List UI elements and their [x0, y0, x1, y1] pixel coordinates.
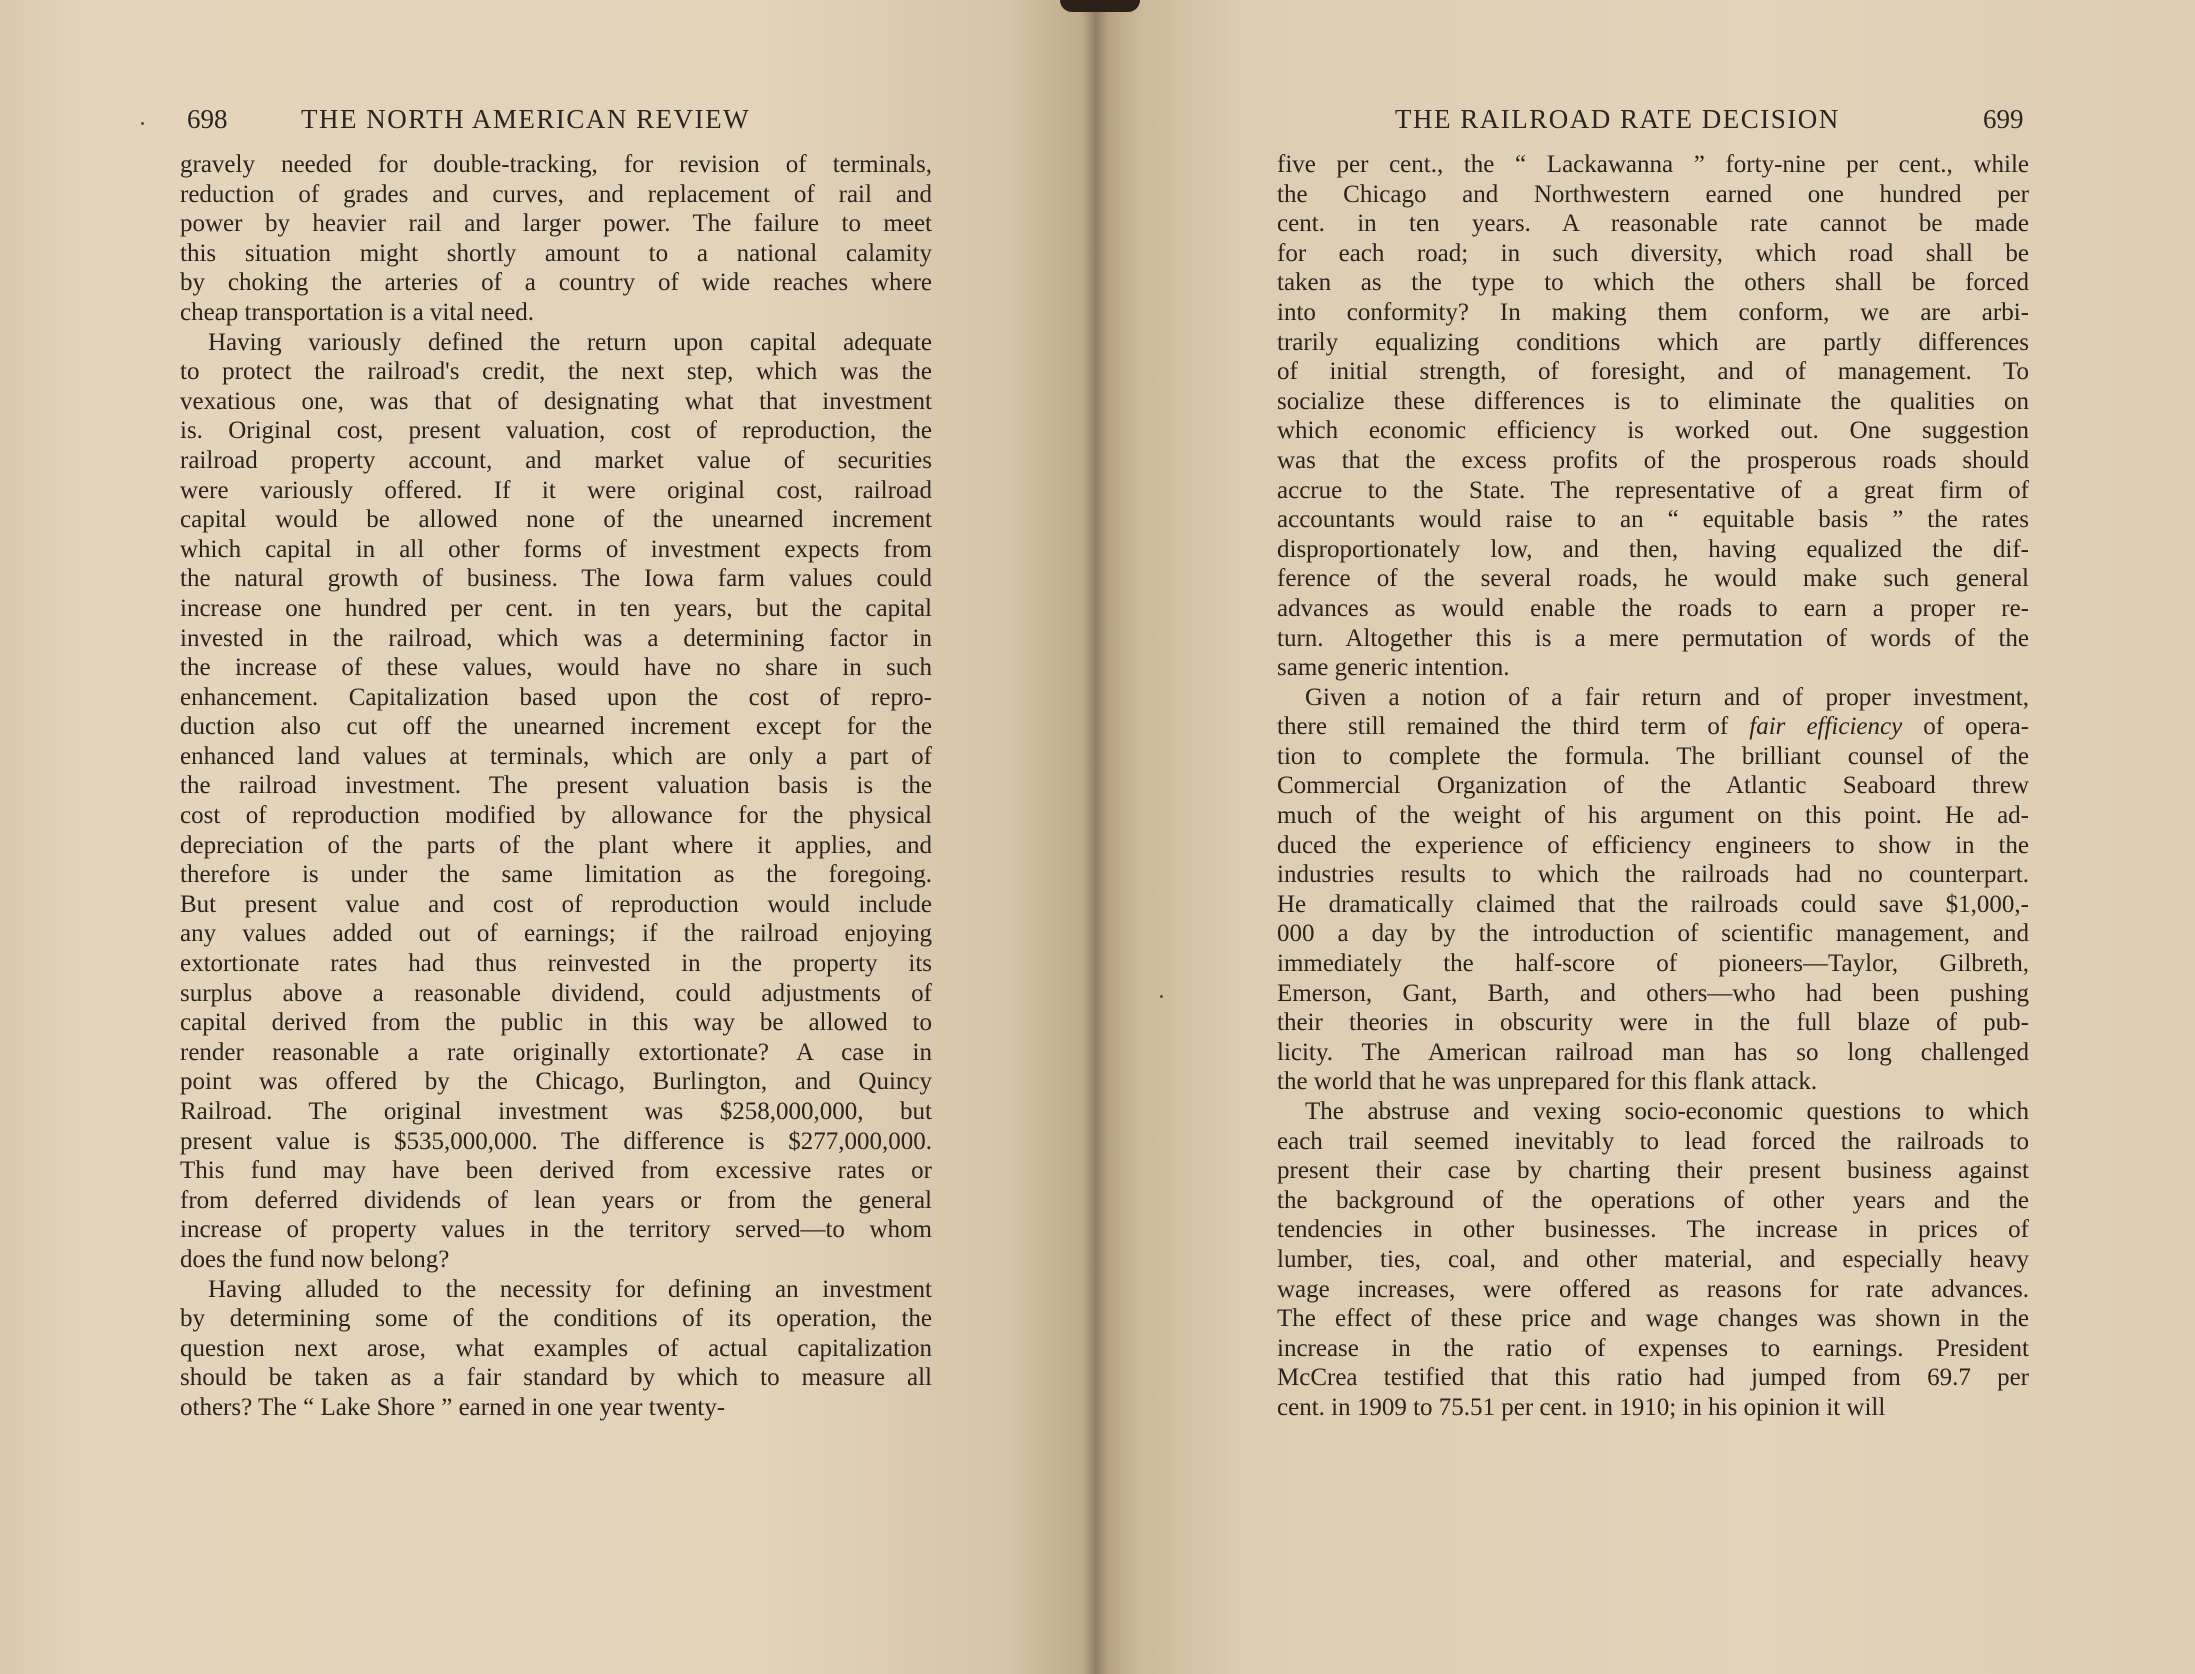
text-line: increase one hundred per cent. in ten years, but the capital	[180, 594, 932, 622]
text-line: does the fund now belong?	[180, 1245, 450, 1273]
text-line: others? The “ Lake Shore ” earned in one year twenty-	[180, 1393, 726, 1421]
text-line: the Chicago and Northwestern earned one hundred per	[1277, 180, 2029, 208]
text-line: But present value and cost of reproduction would include	[180, 890, 932, 918]
text-line: immediately the half-score of pioneers—Taylor, Gilbreth,	[1277, 950, 2029, 978]
book-gutter	[1082, 0, 1108, 1674]
text-line: the background of the operations of other years and the	[1277, 1186, 2029, 1214]
text-line: cost of reproduction modified by allowance for the physical	[180, 802, 932, 830]
text-line: power by heavier rail and larger power. The failure to meet	[180, 210, 932, 238]
text-line: Commercial Organization of the Atlantic Seaboard threw	[1277, 772, 2029, 800]
text-line: increase in the ratio of expenses to earnings. President	[1277, 1334, 2029, 1362]
text-line: cent. in 1909 to 75.51 per cent. in 1910; in his opinion it will	[1277, 1393, 1886, 1421]
text-line: tendencies in other businesses. The increase in prices of	[1277, 1216, 2029, 1244]
text-line: accountants would raise to an “ equitable basis ” the rates	[1277, 506, 2029, 534]
text-line: which economic efficiency is worked out. One suggestion	[1277, 417, 2029, 445]
text-line: duction also cut off the unearned increment except for the	[180, 713, 932, 741]
text-line: present their case by charting their present business against	[1277, 1157, 2029, 1185]
right-page-number: 699	[1983, 104, 2024, 134]
text-line: He dramatically claimed that the railroads could save $1,000,-	[1277, 890, 2029, 918]
text-line: any values added out of earnings; if the railroad enjoying	[180, 920, 932, 948]
text-line: which capital in all other forms of investment expects from	[180, 535, 932, 563]
text-line: the railroad investment. The present valuation basis is the	[180, 772, 932, 800]
text-line: The effect of these price and wage changes was shown in the	[1277, 1305, 2029, 1333]
text-line: Railroad. The original investment was $258,000,000, but	[180, 1098, 932, 1125]
text-line: Emerson, Gant, Barth, and others—who had been pushing	[1277, 979, 2029, 1007]
text-line: same generic intention.	[1277, 654, 1510, 682]
text-line: therefore is under the same limitation as the foregoing.	[180, 861, 932, 889]
text-line: reduction of grades and curves, and replacement of rail and	[180, 180, 932, 208]
text-line: the increase of these values, would have no share in such	[180, 654, 932, 682]
text-line: disproportionately low, and then, having equalized the dif-	[1277, 535, 2029, 563]
text-line: the natural growth of business. The Iowa farm values could	[180, 565, 932, 593]
text-line: industries results to which the railroads had no counterpart.	[1277, 861, 2029, 889]
text-line: The abstruse and vexing socio-economic questions to which	[1305, 1098, 2029, 1125]
text-line: Given a notion of a fair return and of proper investment,	[1305, 683, 2029, 711]
text-line: accrue to the State. The representative of a great firm of	[1277, 476, 2029, 504]
text-line: increase of property values in the territory served—to whom	[180, 1216, 932, 1244]
text-line: for each road; in such diversity, which road shall be	[1277, 239, 2029, 267]
text-line: trarily equalizing conditions which are partly differences	[1277, 328, 2029, 356]
text-line: Having alluded to the necessity for defining an investment	[208, 1275, 932, 1303]
text-line: advances as would enable the roads to earn a proper re-	[1277, 594, 2029, 622]
text-line: depreciation of the parts of the plant where it applies, and	[180, 831, 932, 859]
text-line: the world that he was unprepared for this flank attack.	[1277, 1068, 1818, 1096]
text-line: should be taken as a fair standard by which to measure all	[180, 1364, 932, 1392]
right-running-head: THE RAILROAD RATE DECISION	[1395, 104, 1840, 134]
text-line: their theories in obscurity were in the full blaze of pub-	[1277, 1009, 2029, 1037]
text-line: McCrea testified that this ratio had jumped from 69.7 per	[1277, 1364, 2029, 1392]
text-line: capital would be allowed none of the unearned increment	[180, 506, 932, 534]
text-line: by choking the arteries of a country of wide reaches where	[180, 269, 932, 297]
right-page-body	[1277, 150, 2029, 1423]
text-line: this situation might shortly amount to a national calamity	[180, 239, 932, 267]
left-running-head: THE NORTH AMERICAN REVIEW	[301, 104, 751, 134]
text-line: enhanced land values at terminals, which are only a part of	[180, 742, 932, 770]
text-line: was that the excess profits of the prosperous roads should	[1277, 446, 2029, 474]
text-line: invested in the railroad, which was a determining factor in	[180, 624, 932, 652]
left-page-number: 698	[187, 104, 228, 134]
text-line: question next arose, what examples of actual capitalization	[180, 1334, 932, 1362]
text-line: by determining some of the conditions of its operation, the	[180, 1305, 932, 1333]
text-line: from deferred dividends of lean years or from the general	[180, 1186, 932, 1214]
text-line: railroad property account, and market value of securities	[180, 446, 932, 474]
paper-speck	[1160, 995, 1163, 998]
text-line: extortionate rates had thus reinvested in the property its	[180, 950, 932, 978]
text-line: each trail seemed inevitably to lead forced the railroads to	[1277, 1127, 2029, 1155]
text-line: lumber, ties, coal, and other material, and especially heavy	[1277, 1245, 2029, 1273]
text-line: present value is $535,000,000. The difference is $277,000,000.	[180, 1127, 932, 1155]
text-line: tion to complete the formula. The brilliant counsel of the	[1277, 742, 2029, 770]
left-page-body	[180, 150, 932, 1423]
paper-speck	[141, 122, 144, 125]
text-line: ference of the several roads, he would make such general	[1277, 565, 2029, 593]
text-line: This fund may have been derived from excessive rates or	[180, 1157, 932, 1185]
text-line: turn. Altogether this is a mere permutation of words of the	[1277, 624, 2029, 652]
text-line: surplus above a reasonable dividend, could adjustments of	[180, 979, 932, 1007]
spine-shadow	[1060, 0, 1140, 12]
text-line: there still remained the third term of fair efficiency of opera-	[1277, 713, 2029, 741]
text-line: into conformity? In making them conform, we are arbi-	[1277, 298, 2029, 326]
text-line: capital derived from the public in this way be allowed to	[180, 1009, 932, 1037]
text-line: Having variously defined the return upon capital adequate	[208, 328, 932, 356]
text-line: taken as the type to which the others shall be forced	[1277, 269, 2029, 297]
text-line: to protect the railroad's credit, the next step, which was the	[180, 358, 932, 386]
text-line: point was offered by the Chicago, Burlington, and Quincy	[180, 1068, 932, 1096]
text-line: socialize these differences is to eliminate the qualities on	[1277, 387, 2029, 415]
text-line: 000 a day by the introduction of scientific management, and	[1277, 920, 2029, 948]
text-line: duced the experience of efficiency engineers to show in the	[1277, 831, 2029, 859]
text-line: five per cent., the “ Lackawanna ” forty-nine per cent., while	[1277, 151, 2029, 178]
text-line: wage increases, were offered as reasons for rate advances.	[1277, 1275, 2029, 1303]
text-line: of initial strength, of foresight, and of management. To	[1277, 358, 2029, 386]
text-line: is. Original cost, present valuation, cost of reproduction, the	[180, 417, 932, 445]
text-line: gravely needed for double-tracking, for revision of terminals,	[180, 151, 932, 178]
text-line: were variously offered. If it were original cost, railroad	[180, 476, 932, 504]
text-line: render reasonable a rate originally extortionate? A case in	[180, 1038, 932, 1066]
text-line: enhancement. Capitalization based upon the cost of repro-	[180, 683, 932, 711]
text-line: vexatious one, was that of designating what that investment	[180, 387, 932, 415]
text-line: cheap transportation is a vital need.	[180, 298, 535, 326]
text-line: much of the weight of his argument on this point. He ad-	[1277, 802, 2029, 830]
text-line: licity. The American railroad man has so long challenged	[1277, 1038, 2029, 1066]
text-line: cent. in ten years. A reasonable rate cannot be made	[1277, 210, 2029, 238]
